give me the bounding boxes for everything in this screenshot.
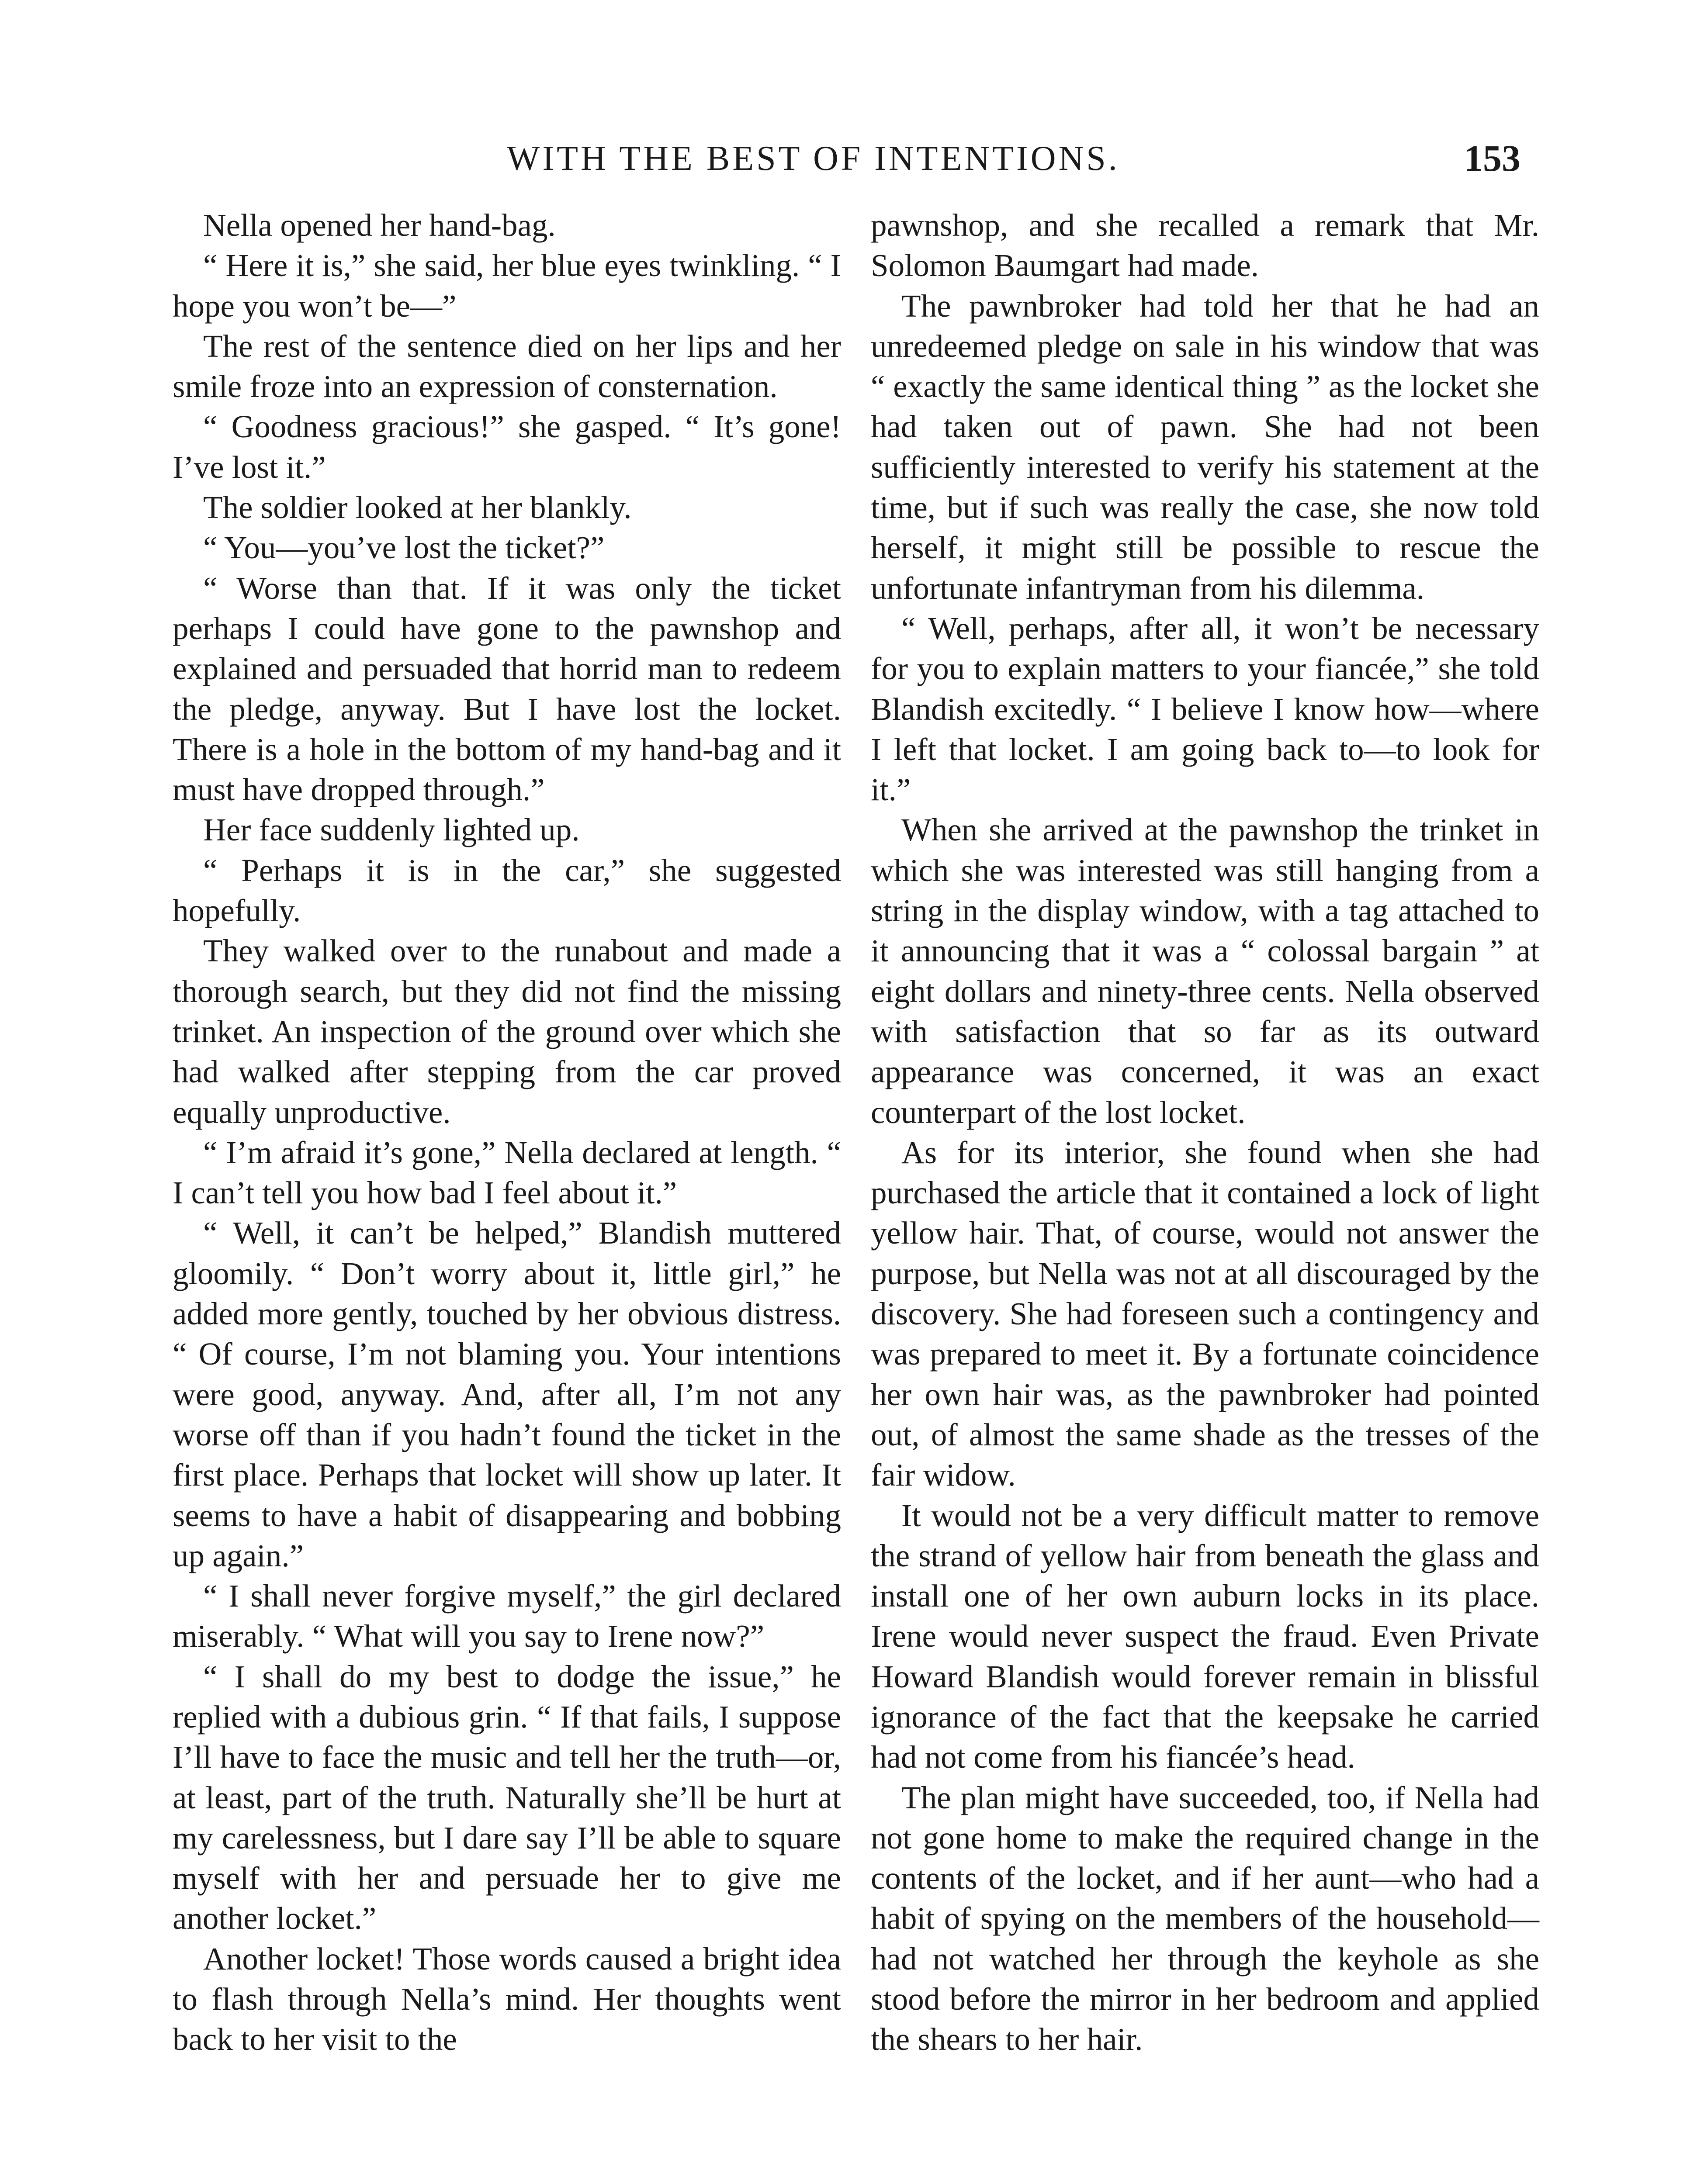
left-column bbox=[173, 205, 841, 2060]
paragraph: The plan might have succeeded, too, if Nella had not gone home to make the required change in the contents of the locket, and if her aunt—who had a habit of spying on the members of the household—had not watched her through the keyhole as she stood before the mirror in her bedroom and applied the shears to her hair. bbox=[871, 1780, 1539, 2057]
paragraph: Her face suddenly lighted up. bbox=[203, 812, 580, 848]
paragraph: “ Well, it can’t be helped,” Blandish muttered gloomily. “ Don’t worry about it, little girl,” he added more gently, touched by her obvious distress. “ Of course, I’m not blaming you. Your intentions were good, anyway. And, after all, I’m not any worse off than if you hadn’t found the ticket in the first place. Perhaps that locket will show up later. It seems to have a habit of disappearing and bobbing up again.” bbox=[173, 1215, 841, 1573]
running-title: WITH THE BEST OF INTENTIONS. bbox=[507, 139, 1120, 178]
paragraph: They walked over to the runabout and made a thorough search, but they did not find the missing trinket. An inspection of the ground over which she had walked after stepping from the car proved equally unproductive. bbox=[173, 933, 841, 1130]
paragraph: “ Here it is,” she said, her blue eyes twinkling. “ I hope you won’t be—” bbox=[173, 248, 841, 324]
paragraph: The rest of the sentence died on her lips and her smile froze into an expression of consternation. bbox=[173, 328, 841, 404]
paragraph: “ Perhaps it is in the car,” she suggested hopefully. bbox=[173, 852, 841, 929]
paragraph: “ Worse than that. If it was only the ticket perhaps I could have gone to the pawnshop and explained and persuaded that horrid man to redeem the pledge, anyway. But I have lost the locket. There is a hole in the bottom of my hand-bag and it must have dropped through.” bbox=[173, 570, 841, 808]
paragraph: When she arrived at the pawnshop the trinket in which she was interested was still hanging from a string in the display window, with a tag attached to it announcing that it was a “ colossal bargain ” at eight dollars and ninety-three cents. Nella observed with satisfaction that so far as its outward appearance was concerned, it was an exact counterpart of the lost locket. bbox=[871, 812, 1539, 1130]
right-column bbox=[871, 205, 1539, 2060]
paragraph: pawnshop, and she recalled a remark that Mr. Solomon Baumgart had made. bbox=[871, 207, 1539, 283]
paragraph: Another locket! Those words caused a bright idea to flash through Nella’s mind. Her thoughts went back to her visit to the bbox=[173, 1941, 841, 2057]
paragraph: “ Well, perhaps, after all, it won’t be necessary for you to explain matters to your fiancée,” she told Blandish excitedly. “ I believe I know how—where I left that locket. I am going back to—to look for it.” bbox=[871, 610, 1539, 808]
paragraph: “ I shall never forgive myself,” the girl declared miserably. “ What will you say to Irene now?” bbox=[173, 1578, 841, 1654]
page-number: 153 bbox=[1464, 137, 1520, 179]
paragraph: “ You—you’ve lost the ticket?” bbox=[203, 530, 605, 566]
page-header bbox=[0, 139, 1704, 191]
paragraph: It would not be a very difficult matter to remove the strand of yellow hair from beneath the glass and install one of her own auburn locks in its place. Irene would never suspect the fraud. Even Private Howard Blandish would forever remain in blissful ignorance of the fact that the keepsake he carried had not come from his fiancée’s head. bbox=[871, 1497, 1539, 1775]
paragraph: “ Goodness gracious!” she gasped. “ It’s gone! I’ve lost it.” bbox=[173, 409, 841, 485]
paragraph: Nella opened her hand-bag. bbox=[203, 207, 556, 243]
paragraph: “ I shall do my best to dodge the issue,” he replied with a dubious grin. “ If that fails, I suppose I’ll have to face the music and tell her the truth—or, at least, part of the truth. Naturally she’ll be hurt at my carelessness, but I dare say I’ll be able to square myself with her and persuade her to give me another locket.” bbox=[173, 1659, 841, 1936]
paragraph: “ I’m afraid it’s gone,” Nella declared at length. “ I can’t tell you how bad I feel about it.” bbox=[173, 1134, 841, 1211]
paragraph: The pawnbroker had told her that he had an unredeemed pledge on sale in his window that was “ exactly the same identical thing ” as the locket she had taken out of pawn. She had not been sufficiently interested to verify his statement at the time, but if such was really the case, she now told herself, it might still be possible to rescue the unfortunate infantryman from his dilemma. bbox=[871, 288, 1539, 606]
paragraph: The soldier looked at her blankly. bbox=[203, 490, 632, 525]
paragraph: As for its interior, she found when she had purchased the article that it contained a lock of light yellow hair. That, of course, would not answer the purpose, but Nella was not at all discouraged by the discovery. She had foreseen such a contingency and was prepared to meet it. By a fortunate coincidence her own hair was, as the pawnbroker had pointed out, of almost the same shade as the tresses of the fair widow. bbox=[871, 1134, 1539, 1493]
